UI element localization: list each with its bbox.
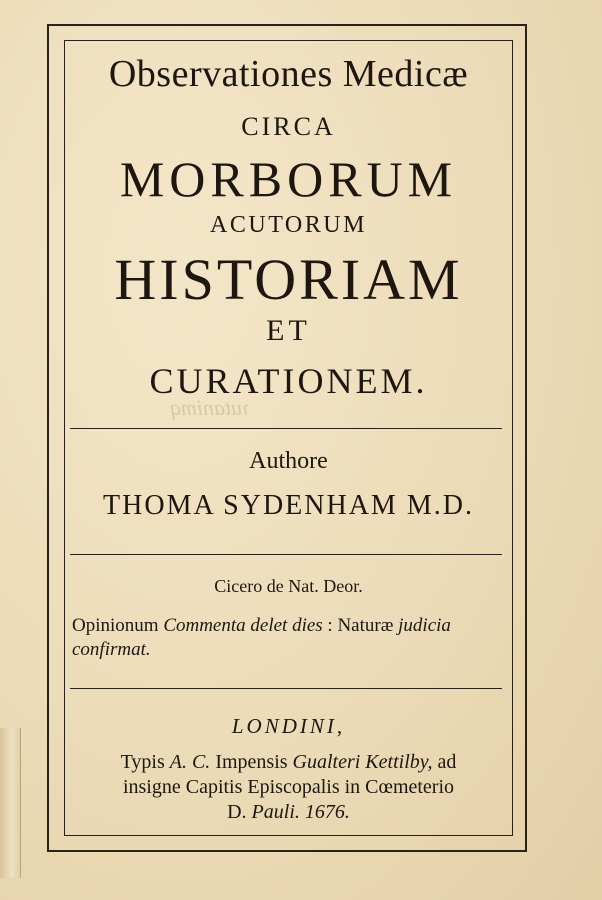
title-line-morborum: MORBORUM [119, 151, 458, 207]
title-line-observationes: Observationes Medicæ [108, 53, 469, 95]
imprint [64, 750, 513, 825]
title-line-acutorum: ACUTORUM [210, 212, 367, 238]
title-line-curationem: CURATIONEM. [149, 361, 428, 401]
epigraph-text: : Naturæ [322, 615, 399, 636]
author-label: Authore [249, 448, 328, 474]
imprint-text: D. [227, 801, 252, 823]
imprint-text: Typis [120, 751, 170, 773]
imprint-printer: A. C. [169, 751, 211, 773]
epigraph-text: Opinionum [72, 615, 164, 636]
epigraph [72, 614, 504, 662]
title-line-circa: CIRCA [241, 112, 336, 141]
divider-rule [70, 554, 502, 555]
imprint-date: Pauli. 1676. [251, 801, 350, 823]
imprint-line-3 [64, 800, 513, 825]
author-name: THOMA SYDENHAM M.D. [103, 490, 474, 521]
divider-rule [70, 428, 502, 429]
epigraph-text-italic: judicia confirmat. [72, 615, 451, 660]
imprint-text: Impensis [210, 751, 293, 773]
page-fold-edge [0, 728, 21, 878]
imprint-text: ad [432, 751, 457, 773]
imprint-line-1 [64, 750, 513, 775]
imprint-place: LONDINI, [231, 714, 346, 738]
title-line-historiam: HISTORIAM [114, 247, 463, 312]
imprint-publisher: Gualteri Kettilby, [292, 751, 433, 773]
epigraph-text-italic: Commenta delet dies [163, 615, 323, 636]
show-through-ink: ɿutanimq [170, 395, 251, 420]
epigraph-source: Cicero de Nat. Deor. [214, 576, 363, 596]
imprint-line-2: insigne Capitis Episcopalis in Cœmeterio [122, 776, 455, 798]
title-line-et: ET [266, 314, 311, 347]
divider-rule [70, 688, 502, 689]
